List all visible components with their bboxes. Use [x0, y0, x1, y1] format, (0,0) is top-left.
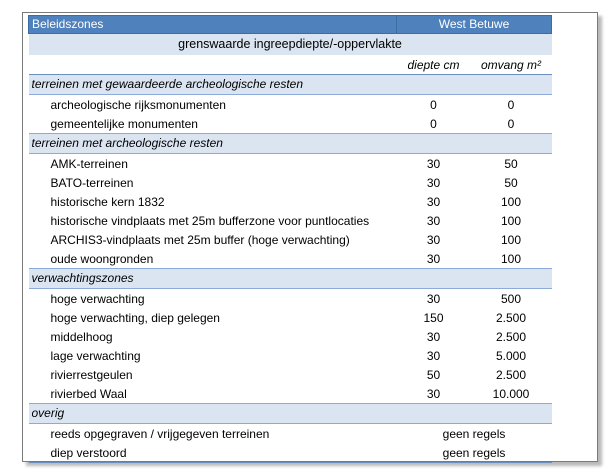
subheader-text: grenswaarde ingreepdiepte/-oppervlakte: [29, 34, 552, 56]
section-row: [29, 75, 552, 95]
row-omvang: 100: [500, 232, 522, 247]
table-row: [29, 384, 552, 404]
row-diepte: 50: [426, 367, 441, 382]
row-diepte: 0: [430, 97, 437, 112]
row-diepte: 30: [426, 329, 441, 344]
row-label: lage verwachting: [50, 348, 141, 363]
row-diepte: 30: [426, 232, 441, 247]
row-label: AMK-terreinen: [50, 156, 128, 171]
table-row: [29, 443, 552, 463]
section-row: [29, 134, 552, 154]
row-label: hoge verwachting, diep gelegen: [50, 310, 220, 325]
beleidszones-table: [28, 15, 552, 463]
row-value: geen regels: [397, 443, 552, 463]
row-diepte: 30: [426, 386, 441, 401]
row-label: reeds opgegraven / vrijgegeven terreinen: [50, 426, 270, 441]
table-row: [29, 95, 552, 115]
header-title: Beleidszones: [29, 16, 397, 34]
section-title: terreinen met gewaardeerde archeologische resten: [29, 75, 552, 95]
row-omvang: 500: [500, 291, 522, 306]
table-row: [29, 211, 552, 230]
row-omvang: 0: [507, 97, 515, 112]
row-omvang: 2.500: [495, 367, 527, 382]
section-row: [29, 404, 552, 424]
row-diepte: 150: [423, 310, 444, 325]
row-label: diep verstoord: [29, 443, 397, 463]
row-label: oude woongronden: [50, 251, 154, 266]
subheader-row: [29, 34, 552, 56]
table-row: [29, 365, 552, 384]
table-row: [29, 173, 552, 192]
section-title: terreinen met archeologische resten: [29, 134, 552, 154]
row-omvang: 2.500: [495, 329, 527, 344]
section-title: verwachtingszones: [29, 269, 552, 289]
table-frame: [22, 12, 598, 462]
row-label: BATO-terreinen: [50, 175, 134, 190]
row-diepte: 30: [426, 213, 441, 228]
row-label: gemeentelijke monumenten: [50, 116, 198, 131]
table-row: [29, 346, 552, 365]
row-omvang: 100: [500, 213, 522, 228]
row-omvang: 100: [500, 251, 522, 266]
section-title: overig: [29, 404, 552, 424]
row-omvang: 50: [504, 175, 518, 190]
row-label: archeologische rijksmonumenten: [50, 97, 226, 112]
row-label: historische vindplaats met 25m bufferzone voor puntlocaties: [50, 213, 370, 228]
table-row: [29, 327, 552, 346]
row-omvang: 2.500: [495, 310, 527, 325]
row-label: ARCHIS3-vindplaats met 25m buffer (hoge verwachting): [50, 232, 350, 247]
table-row: [29, 154, 552, 174]
row-omvang: 10.000: [492, 386, 530, 401]
row-diepte: 30: [426, 251, 441, 266]
row-omvang: 0: [507, 116, 515, 131]
column-header-blank: [29, 55, 397, 75]
header-region: West Betuwe: [397, 16, 552, 34]
table-header-row: [29, 16, 552, 34]
row-omvang: 50: [504, 156, 518, 171]
row-label: rivierrestgeulen: [50, 367, 133, 382]
row-diepte: 30: [426, 175, 441, 190]
table-row: [29, 424, 552, 444]
row-diepte: 30: [426, 291, 441, 306]
table-row: [29, 114, 552, 134]
row-label: middelhoog: [50, 329, 113, 344]
row-diepte: 30: [426, 348, 441, 363]
row-label: historische kern 1832: [50, 194, 165, 209]
table-row: [29, 308, 552, 327]
column-header-diepte: diepte cm: [397, 55, 471, 75]
row-diepte: 30: [426, 156, 441, 171]
row-diepte: 0: [430, 116, 437, 131]
row-omvang: 100: [500, 194, 522, 209]
table-row: [29, 289, 552, 309]
section-row: [29, 269, 552, 289]
row-label: hoge verwachting: [50, 291, 145, 306]
row-value: geen regels: [442, 426, 506, 441]
table-row: [29, 230, 552, 249]
row-omvang: 5.000: [495, 348, 527, 363]
table-row: [29, 192, 552, 211]
column-header-row: [29, 55, 552, 75]
table-row: [29, 249, 552, 269]
row-label: rivierbed Waal: [50, 386, 127, 401]
column-header-omvang: omvang m²: [471, 55, 552, 75]
row-diepte: 30: [426, 194, 441, 209]
